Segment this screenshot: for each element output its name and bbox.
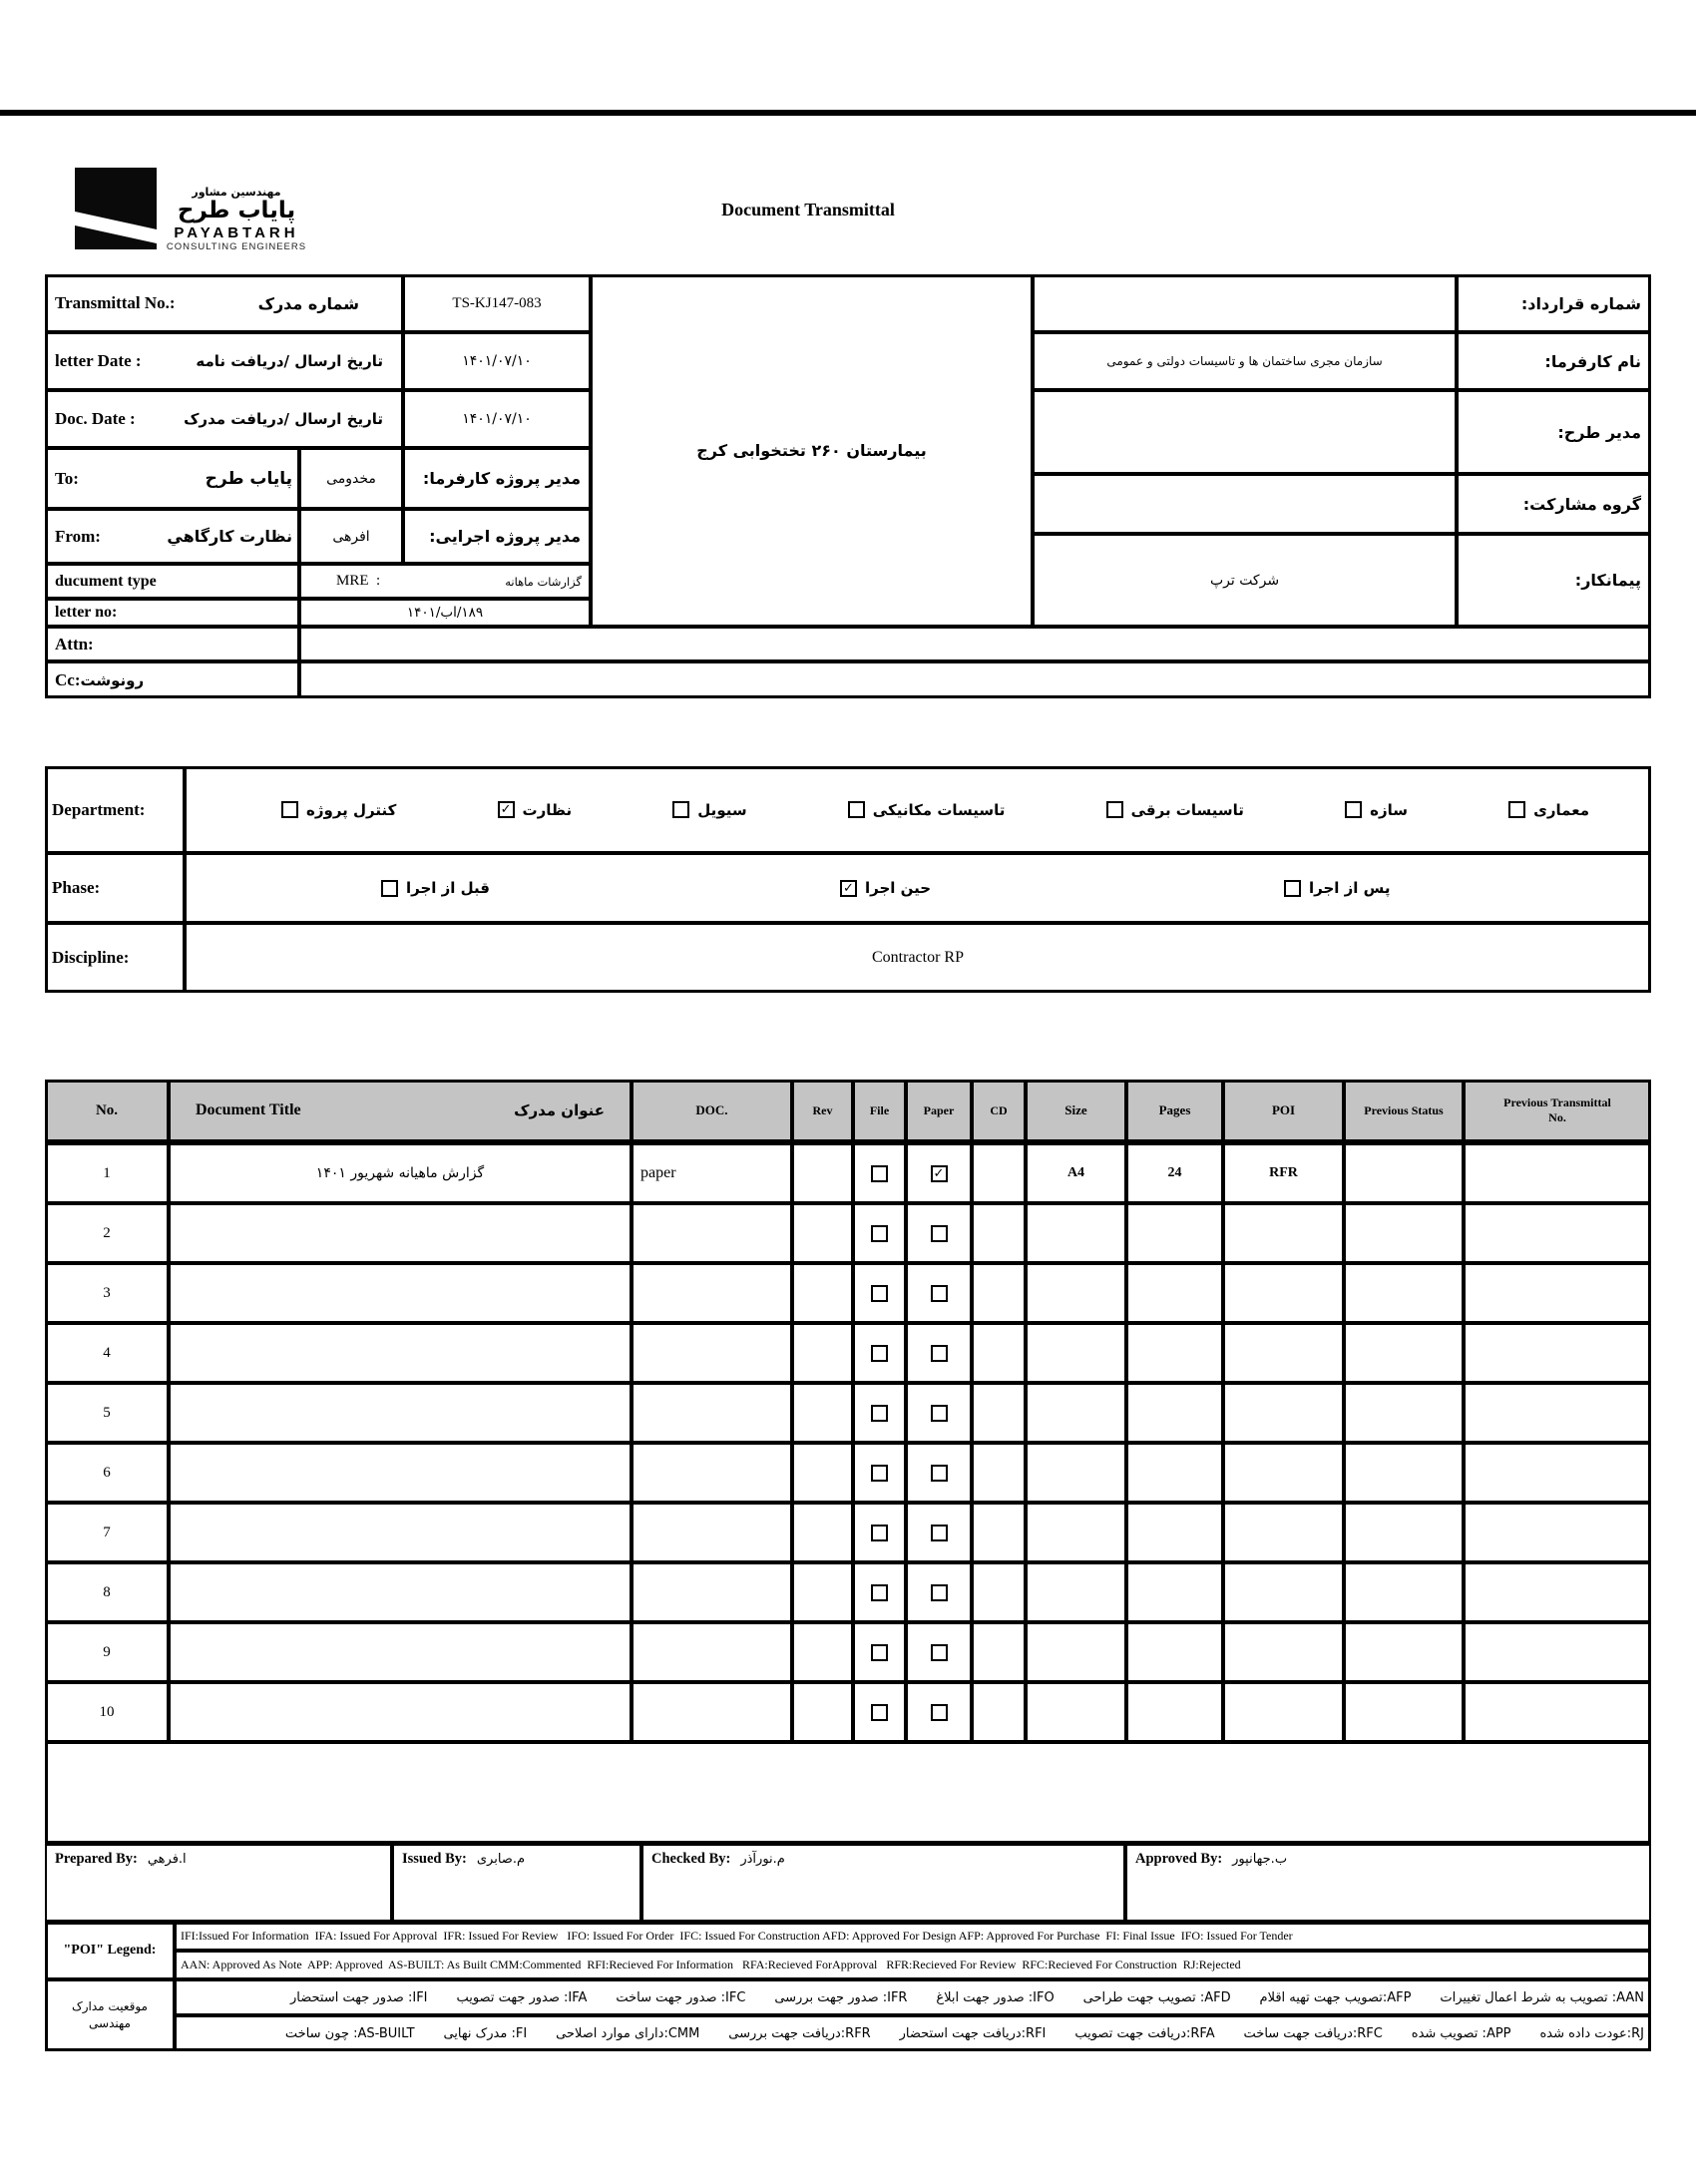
- contract-no-label: شماره قرارداد:: [1457, 274, 1651, 332]
- row-pages: [1126, 1383, 1223, 1443]
- from-label: From:: [55, 526, 101, 546]
- discipline-value: Contractor RP: [185, 923, 1651, 993]
- header-poi: POI: [1223, 1080, 1344, 1143]
- header-file: File: [853, 1080, 906, 1143]
- file-checkbox[interactable]: [871, 1465, 888, 1482]
- letter-no-label: letter no:: [45, 599, 299, 627]
- table-row: [45, 1263, 1651, 1323]
- row-poi: [1223, 1443, 1344, 1503]
- row-paper-cell: [906, 1143, 972, 1203]
- row-cd: [972, 1443, 1026, 1503]
- row-prev-status: [1344, 1323, 1464, 1383]
- doc-date-value: ۱۴۰۱/۰۷/۱۰: [403, 390, 591, 448]
- approved-by-name: ب.جهانپور: [1232, 1852, 1288, 1867]
- row-file-cell: [853, 1622, 906, 1682]
- row-file-cell: [853, 1443, 906, 1503]
- table-row: [45, 1503, 1651, 1562]
- phase-item-pre-execution: قبل از اجرا: [381, 879, 490, 897]
- row-prev-status: [1344, 1562, 1464, 1622]
- row-cd: [972, 1682, 1026, 1742]
- to-cell: [45, 448, 299, 509]
- to-label: To:: [55, 468, 79, 488]
- row-no: 9: [45, 1622, 169, 1682]
- row-file-cell: [853, 1323, 906, 1383]
- row-paper-cell: [906, 1263, 972, 1323]
- department-item-project-control: کنترل پروژه: [281, 801, 396, 819]
- department-item-architecture: معماری: [1508, 801, 1589, 819]
- file-checkbox[interactable]: [871, 1584, 888, 1601]
- transmittal-no-value: TS-KJ147-083: [403, 274, 591, 332]
- row-rev: [792, 1263, 853, 1323]
- row-size: A4: [1026, 1143, 1126, 1203]
- contractor-value: شرکت ترپ: [1033, 534, 1457, 627]
- transmittal-no-label-fa: شماره مدرک: [257, 293, 359, 313]
- supervision-checkbox[interactable]: ✓: [498, 801, 515, 818]
- header-title-en: Document Title: [196, 1101, 301, 1118]
- row-document-title: [169, 1562, 632, 1622]
- row-prev-status: [1344, 1203, 1464, 1263]
- department-item-supervision: ✓ نظارت: [498, 801, 573, 819]
- file-checkbox[interactable]: [871, 1285, 888, 1302]
- logo-en-sub: CONSULTING ENGINEERS: [166, 241, 307, 253]
- row-pages: [1126, 1323, 1223, 1383]
- file-checkbox[interactable]: [871, 1345, 888, 1362]
- file-checkbox[interactable]: [871, 1704, 888, 1721]
- row-file-cell: [853, 1143, 906, 1203]
- paper-checkbox[interactable]: [931, 1525, 948, 1541]
- row-document-title: [169, 1323, 632, 1383]
- attn-label: Attn:: [45, 627, 299, 661]
- client-label: نام کارفرما:: [1457, 332, 1651, 390]
- row-pages: [1126, 1562, 1223, 1622]
- cc-label-fa: رونوشت: [80, 670, 145, 689]
- row-paper-cell: [906, 1203, 972, 1263]
- row-size: [1026, 1203, 1126, 1263]
- poi-legend-en-line2: AAN: Approved As Note APP: Approved AS-BUILT: As Built CMM:Commented RFI:Recieved For Information RFA:Recieved ForApproval RFR:Recieved For Review RFC:Recieved For Construction RJ:Rejected: [175, 1951, 1651, 1979]
- paper-checkbox[interactable]: [931, 1345, 948, 1362]
- row-no: 6: [45, 1443, 169, 1503]
- cc-value: [299, 661, 1651, 698]
- row-rev: [792, 1562, 853, 1622]
- electrical-checkbox[interactable]: [1106, 801, 1123, 818]
- row-doc-type: [632, 1203, 792, 1263]
- row-pages: 24: [1126, 1143, 1223, 1203]
- table-row: [45, 1443, 1651, 1503]
- phase-item-post-execution: پس از اجرا: [1284, 879, 1390, 897]
- row-cd: [972, 1323, 1026, 1383]
- row-prev-status: [1344, 1443, 1464, 1503]
- during-execution-checkbox[interactable]: ✓: [840, 880, 857, 897]
- header-title-fa: عنوان مدرک: [514, 1100, 605, 1119]
- approved-by-cell: [1125, 1844, 1651, 1922]
- mechanical-checkbox[interactable]: [848, 801, 865, 818]
- file-checkbox[interactable]: [871, 1225, 888, 1242]
- paper-checkbox[interactable]: [931, 1644, 948, 1661]
- row-no: 10: [45, 1682, 169, 1742]
- row-file-cell: [853, 1383, 906, 1443]
- row-poi: [1223, 1383, 1344, 1443]
- row-pages: [1126, 1682, 1223, 1742]
- paper-checkbox[interactable]: [931, 1225, 948, 1242]
- checked-by-cell: [641, 1844, 1125, 1922]
- letter-date-label-fa: تاریخ ارسال /دریافت نامه: [196, 352, 383, 370]
- row-poi: [1223, 1263, 1344, 1323]
- row-size: [1026, 1323, 1126, 1383]
- row-document-title: [169, 1383, 632, 1443]
- paper-checkbox[interactable]: ✓: [931, 1165, 948, 1182]
- row-poi: [1223, 1682, 1344, 1742]
- row-file-cell: [853, 1682, 906, 1742]
- poi-legend-fa-line1: AAN: تصویب به شرط اعمال تغییرات AFP:تصویب جهت تهیه اقلام AFD: تصویب جهت طراحی IFO: صدور جهت ابلاغ IFR: صدور جهت بررسی IFC: صدور جهت ساخت IFA: صدور جهت تصویب IFI: صدور جهت استحضار: [175, 1979, 1651, 2015]
- row-paper-cell: [906, 1383, 972, 1443]
- row-doc-type: [632, 1263, 792, 1323]
- row-poi: RFR: [1223, 1143, 1344, 1203]
- top-rule: [0, 110, 1696, 116]
- logo-fa-top: مهندسين مشاور: [192, 186, 281, 199]
- project-name-cell: بیمارستان ۲۶۰ تختخوابی کرج: [591, 274, 1033, 627]
- paper-checkbox[interactable]: [931, 1704, 948, 1721]
- discipline-label: Discipline:: [45, 923, 185, 993]
- row-prev-transmittal: [1464, 1203, 1651, 1263]
- remarks-box: [45, 1742, 1651, 1844]
- row-pages: [1126, 1203, 1223, 1263]
- from-role-label: مدیر پروژه اجرایی:: [403, 509, 591, 564]
- row-no: 8: [45, 1562, 169, 1622]
- prepared-by-name: ا.فرهي: [147, 1852, 187, 1867]
- jv-group-value: [1033, 474, 1457, 534]
- row-prev-transmittal: [1464, 1263, 1651, 1323]
- transmittal-no-label-en: Transmittal No.:: [55, 293, 176, 312]
- table-row: [45, 1682, 1651, 1742]
- department-item-electrical: تاسیسات برقی: [1106, 801, 1244, 819]
- table-row: [45, 1562, 1651, 1622]
- row-size: [1026, 1503, 1126, 1562]
- row-poi: [1223, 1203, 1344, 1263]
- phase-label: Phase:: [45, 853, 185, 923]
- paper-checkbox[interactable]: [931, 1465, 948, 1482]
- row-prev-status: [1344, 1503, 1464, 1562]
- row-rev: [792, 1203, 853, 1263]
- row-no: 1: [45, 1143, 169, 1203]
- row-cd: [972, 1562, 1026, 1622]
- row-rev: [792, 1503, 853, 1562]
- row-rev: [792, 1383, 853, 1443]
- file-checkbox[interactable]: [871, 1525, 888, 1541]
- header-no: No.: [45, 1080, 169, 1143]
- row-rev: [792, 1323, 853, 1383]
- to-value: پایاب طرح: [205, 468, 292, 489]
- row-prev-transmittal: [1464, 1323, 1651, 1383]
- prepared-by-cell: [45, 1844, 392, 1922]
- row-size: [1026, 1263, 1126, 1323]
- row-document-title: [169, 1263, 632, 1323]
- from-cell: [45, 509, 299, 564]
- file-checkbox[interactable]: [871, 1644, 888, 1661]
- row-file-cell: [853, 1562, 906, 1622]
- row-poi: [1223, 1503, 1344, 1562]
- row-document-title: [169, 1503, 632, 1562]
- row-no: 4: [45, 1323, 169, 1383]
- poi-legend-side-label: موقعیت مدارک مهندسی: [45, 1979, 175, 2051]
- header-pages: Pages: [1126, 1080, 1223, 1143]
- row-document-title: [169, 1203, 632, 1263]
- row-paper-cell: [906, 1682, 972, 1742]
- contractor-label: پیمانکار:: [1457, 534, 1651, 627]
- row-prev-transmittal: [1464, 1622, 1651, 1682]
- checked-by-name: م.نورآذر: [740, 1852, 785, 1867]
- from-person: افرهی: [299, 509, 403, 564]
- doc-table-body: [45, 1143, 1651, 1742]
- row-prev-transmittal: [1464, 1383, 1651, 1443]
- row-pages: [1126, 1503, 1223, 1562]
- row-cd: [972, 1143, 1026, 1203]
- row-poi: [1223, 1622, 1344, 1682]
- department-items: [185, 766, 1651, 853]
- row-paper-cell: [906, 1503, 972, 1562]
- phase-items: [185, 853, 1651, 923]
- row-size: [1026, 1443, 1126, 1503]
- row-no: 3: [45, 1263, 169, 1323]
- header-size: Size: [1026, 1080, 1126, 1143]
- row-poi: [1223, 1562, 1344, 1622]
- logo-fa-main: پاياب طرح: [177, 198, 296, 223]
- document-type-desc: گزارشات ماهانه: [505, 574, 582, 589]
- issued-by-name: م.صابری: [476, 1852, 526, 1867]
- row-file-cell: [853, 1503, 906, 1562]
- paper-checkbox[interactable]: [931, 1405, 948, 1422]
- row-no: 7: [45, 1503, 169, 1562]
- row-size: [1026, 1682, 1126, 1742]
- civil-checkbox[interactable]: [672, 801, 689, 818]
- row-cd: [972, 1203, 1026, 1263]
- paper-checkbox[interactable]: [931, 1584, 948, 1601]
- row-doc-type: [632, 1622, 792, 1682]
- file-checkbox[interactable]: [871, 1405, 888, 1422]
- row-doc-type: [632, 1383, 792, 1443]
- row-doc-type: [632, 1503, 792, 1562]
- architecture-checkbox[interactable]: [1508, 801, 1525, 818]
- row-prev-transmittal: [1464, 1443, 1651, 1503]
- row-size: [1026, 1562, 1126, 1622]
- letter-no-value: ۱۸۹/اب/۱۴۰۱: [299, 599, 591, 627]
- row-document-title: گزارش ماهیانه شهریور ۱۴۰۱: [169, 1143, 632, 1203]
- prepared-by-label: Prepared By:: [55, 1851, 138, 1867]
- row-no: 5: [45, 1383, 169, 1443]
- issued-by-label: Issued By:: [402, 1851, 467, 1867]
- paper-checkbox[interactable]: [931, 1285, 948, 1302]
- row-file-cell: [853, 1203, 906, 1263]
- cc-label-cell: [45, 661, 299, 698]
- doc-date-label-cell: [45, 390, 403, 448]
- document-type-code: MRE :: [336, 573, 381, 589]
- cc-label-en: Cc:: [55, 669, 81, 689]
- row-rev: [792, 1682, 853, 1742]
- row-rev: [792, 1443, 853, 1503]
- row-pages: [1126, 1622, 1223, 1682]
- design-manager-value: [1033, 390, 1457, 474]
- document-type-cell: [299, 564, 591, 599]
- row-size: [1026, 1622, 1126, 1682]
- row-paper-cell: [906, 1323, 972, 1383]
- table-row: [45, 1323, 1651, 1383]
- row-prev-status: [1344, 1143, 1464, 1203]
- header-title: [169, 1080, 632, 1143]
- header-rev: Rev: [792, 1080, 853, 1143]
- approved-by-label: Approved By:: [1135, 1851, 1223, 1867]
- post-execution-checkbox[interactable]: [1284, 880, 1301, 897]
- row-prev-status: [1344, 1383, 1464, 1443]
- page-title: Document Transmittal: [721, 200, 895, 219]
- row-doc-type: [632, 1443, 792, 1503]
- row-file-cell: [853, 1263, 906, 1323]
- row-pages: [1126, 1443, 1223, 1503]
- table-row: [45, 1143, 1651, 1203]
- attn-value: [299, 627, 1651, 661]
- row-rev: [792, 1622, 853, 1682]
- row-doc-type: [632, 1323, 792, 1383]
- department-item-mechanical: تاسیسات مکانیکی: [848, 801, 1006, 819]
- contract-no-value: [1033, 274, 1457, 332]
- department-label: Department:: [45, 766, 185, 853]
- row-doc-type: [632, 1682, 792, 1742]
- row-pages: [1126, 1263, 1223, 1323]
- row-size: [1026, 1383, 1126, 1443]
- table-row: [45, 1622, 1651, 1682]
- row-prev-transmittal: [1464, 1682, 1651, 1742]
- to-person: مخدومی: [299, 448, 403, 509]
- row-cd: [972, 1383, 1026, 1443]
- row-poi: [1223, 1323, 1344, 1383]
- department-item-civil: سیویل: [672, 801, 746, 819]
- client-value: سازمان مجری ساختمان ها و تاسیسات دولتی و عمومی: [1033, 332, 1457, 390]
- row-doc-type: [632, 1562, 792, 1622]
- row-document-title: [169, 1443, 632, 1503]
- letter-date-label-cell: [45, 332, 403, 390]
- row-no: 2: [45, 1203, 169, 1263]
- row-prev-status: [1344, 1682, 1464, 1742]
- poi-legend-title: "POI" Legend:: [45, 1922, 175, 1979]
- phase-item-during-execution: ✓ حین اجرا: [840, 879, 931, 897]
- row-rev: [792, 1143, 853, 1203]
- doc-date-label-fa: تاریخ ارسال /دریافت مدرک: [184, 410, 383, 428]
- row-document-title: [169, 1622, 632, 1682]
- row-document-title: [169, 1682, 632, 1742]
- header-prev-transmittal: Previous Transmittal No.: [1464, 1080, 1651, 1143]
- header-cd: CD: [972, 1080, 1026, 1143]
- doc-date-label-en: Doc. Date :: [55, 409, 136, 428]
- row-paper-cell: [906, 1443, 972, 1503]
- row-cd: [972, 1622, 1026, 1682]
- project-control-checkbox[interactable]: [281, 801, 298, 818]
- row-prev-transmittal: [1464, 1143, 1651, 1203]
- table-row: [45, 1203, 1651, 1263]
- from-value: نظارت کارگاهي: [167, 527, 292, 546]
- pre-execution-checkbox[interactable]: [381, 880, 398, 897]
- poi-legend-en-line1: IFI:Issued For Information IFA: Issued For Approval IFR: Issued For Review IFO: Issued For Order IFC: Issued For Construction AFD: Approved For Design AFP: Approved For Purchase FI: Final Issue IFO: Issued For Tender: [175, 1922, 1651, 1951]
- row-cd: [972, 1503, 1026, 1562]
- checked-by-label: Checked By:: [651, 1851, 731, 1867]
- file-checkbox[interactable]: [871, 1165, 888, 1182]
- table-row: [45, 1383, 1651, 1443]
- document-type-label: ducument type: [45, 564, 299, 599]
- row-prev-status: [1344, 1263, 1464, 1323]
- letter-date-value: ۱۴۰۱/۰۷/۱۰: [403, 332, 591, 390]
- to-role-label: مدیر پروژه کارفرما:: [403, 448, 591, 509]
- row-prev-transmittal: [1464, 1503, 1651, 1562]
- header-prev-status: Previous Status: [1344, 1080, 1464, 1143]
- row-paper-cell: [906, 1562, 972, 1622]
- row-paper-cell: [906, 1622, 972, 1682]
- poi-legend-fa-line2: RJ:عودت داده شده APP: تصویب شده RFC:دریافت جهت ساخت RFA:دریافت جهت تصویب RFI:دریافت جهت استحضار RFR:دریافت جهت بررسی CMM:دارای موارد اصلاحی FI: مدرک نهایی AS-BUILT: چون ساخت: [175, 2015, 1651, 2051]
- jv-group-label: گروه مشارکت:: [1457, 474, 1651, 534]
- row-doc-type: paper: [632, 1143, 792, 1203]
- header-doc: DOC.: [632, 1080, 792, 1143]
- letter-date-label-en: letter Date :: [55, 351, 142, 370]
- department-item-structure: سازه: [1345, 801, 1408, 819]
- header-paper: Paper: [906, 1080, 972, 1143]
- issued-by-cell: [392, 1844, 641, 1922]
- row-prev-status: [1344, 1622, 1464, 1682]
- row-prev-transmittal: [1464, 1562, 1651, 1622]
- design-manager-label: مدیر طرح:: [1457, 390, 1651, 474]
- row-cd: [972, 1263, 1026, 1323]
- logo-en-main: PAYABTARH: [174, 224, 299, 242]
- structure-checkbox[interactable]: [1345, 801, 1362, 818]
- transmittal-no-label-cell: [45, 274, 403, 332]
